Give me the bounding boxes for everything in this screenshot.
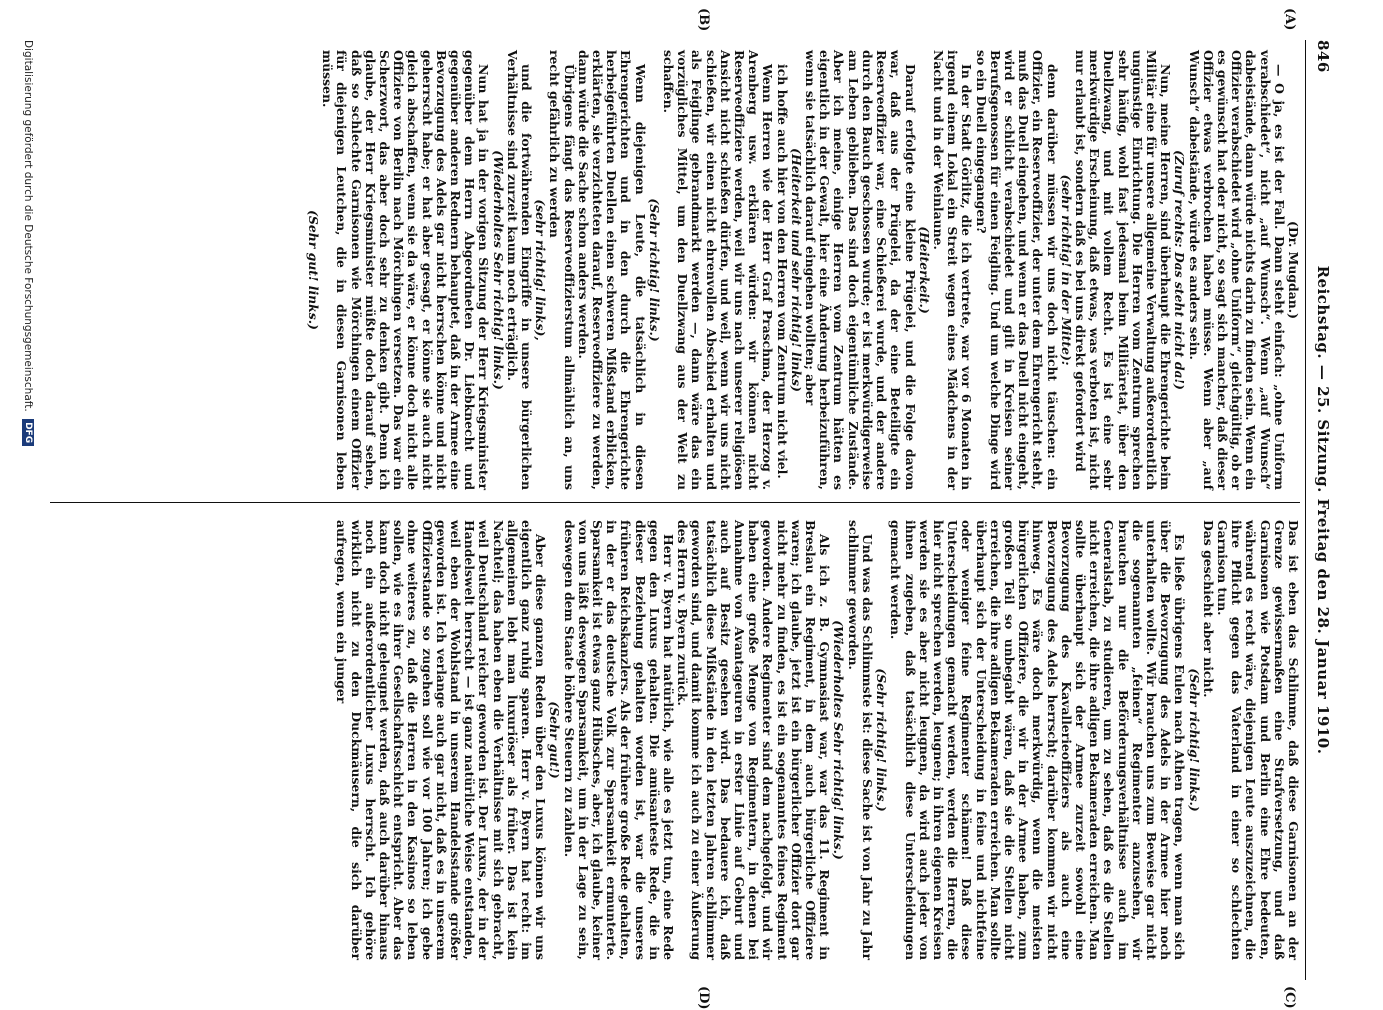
paragraph: Das geschieht aber nicht.	[1200, 520, 1216, 698]
page-title: Reichstag. — 25. Sitzung. Freitag den 28. Januar 1910.	[1314, 265, 1332, 755]
speaker-name: (Dr. Mugdan.)	[1286, 221, 1301, 319]
paragraph: Als ich z. B. Gymnasiast war, war das 11. Regiment in Breslau ein Regiment, in dem auch bürgerliche Offiziere waren; ich glaube, jetzt ist ein bürgerlicher Offizier dort gar nicht mehr zu finden, es ist ein sogenanntes feines Regiment geworden. Andere Regimenter sind dem nachgefolgt, und wir haben eine große Menge von Regimentern, in denen bei Annahme von Avantageuren in erster Linie auf Geburt und auch auf Besitz gesehen wird. Das bedauere ich, daß tatsächlich diese Mißstände in den letzten Jahren schlimmer geworden sind, und damit komme ich auch zu einer Äußerung des Herrn v. Byern zurück.	[675, 520, 833, 960]
stage-direction: (Sehr richtig! links.)	[874, 668, 890, 812]
paragraph: In der Stadt Görlitz, die ich vertrete, war vor 6 Monaten in irgend einem Lokal ein Streit wegen eines Mädchens in der Nacht und in der Weinlaune.	[930, 50, 975, 490]
paragraph: Aber diese ganzen Reden über den Luxus können wir uns eigentlich ganz ruhig sparen. Herr v. Byern hat recht: im allgemeinen lebt man luxuriöser als früher. Das ist kein Nachteil; das haben eben die Verhältnisse mit sich gebracht, weil Deutschland reicher geworden ist. Der Luxus, der in der Handelswelt herrscht — ist ganz natürliche Weise entstanden, weil eben der Wohlstand in unserem Handelsstande größer geworden ist. Ich verlange auch gar nicht, daß es in unserem Offizierstande so zugehen soll wie vor 100 Jahren; ich gebe ohne weiteres zu, daß die Herren in den Kasinos so leben sollen, wie es ihrer Gesellschaftsschicht entspricht. Aber das kann doch nicht geleugnet werden, daß auch darüber hinaus noch ein außerordentlicher Luxus herrscht. Ich gehöre wirklich nicht zu den Duckmäusern, die sich darüber aufregen, wenn ein junger	[334, 520, 549, 960]
stage-direction: (Sehr richtig! links.)	[1186, 668, 1202, 812]
margin-marker-c: (C)	[1282, 986, 1297, 1009]
paragraph: Das ist eben das Schlimme, daß diese Garnisonen an der Grenze gewissermaßen eine Strafversetzung, und daß Garnisonen wie Potsdam und Berlin eine Ehre bedeuten, während es recht wäre, diejenigen Leute auszuzeichnen, die ihre Pflicht gegen das Vaterland in einer so schlechten Garnison tun.	[1214, 520, 1301, 960]
paragraph: Wenn Herren wie der Herr Graf Praschma, der Herzog v. Arenberg usw. erklären würden: wir können nicht Reserveoffiziere werden, weil wir uns nach unserer religiösen Ansicht nicht schießen dürfen, und weil, wenn wir uns nicht schießen, wir einen nicht ehrenvollen Abschied erhalten und als Feiglinge gebrandmarkt werden —, dann wäre das ein vorzügliches Mittel, um den Duellzwang aus der Welt zu schaffen.	[661, 50, 776, 490]
paragraph: Nun hat ja in der vorigen Sitzung der Herr Kriegsminister gegenüber dem Herrn Abgeordneten Dr. Liebknecht und gegenüber anderen Rednern behauptet, daß in der Armee eine Bevorzugung des Adels gar nicht herrschen könne und nicht geherrscht habe; er hat aber gesagt, er könne sie auch nicht gleich abschaffen, wenn sie da wäre, er könne doch nicht alle Offiziere von Berlin nach Mörchingen versetzen. Das war ein Scherzwort, das aber doch sehr zu denken gibt. Denn ich glaube, der Herr Kriegsminister müßte doch darauf sehen, daß so schlechte Garnisonen wie Mörchingen einem Offizier für diejenigen Leutchen, die in diesen Garnisonen leben müssen.	[320, 50, 492, 490]
paragraph: Herr v. Byern hat natürlich, wie alle es jetzt tun, eine Rede gegen den Luxus gehalten. Die amüsanteste Rede, die in dieser Beziehung gehalten worden ist, war die unseres früheren Reichskanzlers. Als der frühere große Rede gehalten, in der er das deutsche Volk zur Sparsamkeit ermunterte. Sparsamkeit ist etwas ganz Hübsches, aber, ich glaube, keiner von uns läßt deswegen Sparsamkeit, um in der Lage zu sein, deswegen dem Staate höhere Steuern zu zahlen.	[561, 520, 677, 960]
page-number: 846	[1314, 40, 1332, 73]
paragraph: Es ließe übrigens Eulen nach Athen tragen, wenn man sich über die Bevorzugung des Adels in der Armee hier noch unterhalten wollte. Wir brauchen uns zum Beweise gar nicht die sogenannten „feinen“ Regimenter anzusehen, wir brauchen nur die Beförderungsverhältnisse auch im Generalstab, zu studieren, um zu sehen, daß es die Stellen nicht erreichen, die ihre adligen Bekameraden erreichen. Man sollte überhaupt sich der Armee zurzeit sowohl eine Bevorzugung des Kavallerieoffiziers als auch eine Bevorzugung des Adels herrscht; darüber kommen wir nicht hinweg. Es wäre doch merkwürdig, wenn die meisten bürgerlichen Offiziere, die wir in der Armee haben, zum großen Teil so unbegabt wären, daß sie die Stellen nicht erreichen, die ihre adligen Bekameraden erreichen. Man sollte überhaupt sich der Unterscheidung in feine und nichtfeine oder weniger feine Regimenter schämen! Daß diese Unterscheidungen gemacht werden, werden die Herren, die hier nicht sprechen werden, leugnen; in ihren eigenen Kreisen werden sie es aber nicht leugnen, da wird auch jeder von ihnen zugeben, daß tatsächlich diese Unterscheidungen gemacht werden.	[888, 520, 1188, 960]
paragraph: Darauf erfolgte eine kleine Prügelei, und die Folge davon war, daß aus der Prügelei, da der eine Beteiligte ein Reserveoffizier war, eine Schießerei wurde, und der andere durch den Bauch geschossen wurde; er ist merkwürdigerweise am Leben geblieben. Das sind doch eigentümliche Zustände. Aber ich meine, einige Herren vom Zentrum hätten es eigentlich in der Gewalt, hier eine Änderung herbeizuführen, wenn sie tatsächlich darauf eingehen wollten; aber	[803, 50, 918, 490]
stage-direction: (Sehr gut!)	[547, 701, 563, 779]
stage-direction: (Heiterkeit.)	[916, 226, 932, 314]
margin-marker-d: (D)	[696, 986, 711, 1010]
paragraph: Nun, meine Herren, sind überhaupt die Ehrengerichte beim Militär eine für unsere allgemeine Verwaltung außerordentlich ungünstige Einrichtung. Die Herren vom Zentrum sprechen sehr häufig, wohl fast jedesmal beim Militäretat, über den Duellzwang, und mit vollem Recht. Es ist eine sehr merkwürdige Erscheinung, daß etwas, was verboten ist, nicht nur erlaubt ist, sondern daß es bei uns direkt gefordert wird	[1072, 50, 1174, 490]
stage-direction: (sehr richtig! in der Mitte):	[1058, 174, 1074, 366]
stage-direction: (Wiederholtes Sehr richtig! links.)	[490, 150, 506, 390]
footer-text: Digitalisierung gefördert durch die Deutsche Forschungsgemeinschaft.	[22, 40, 34, 412]
paragraph: — O ja, es ist der Fall. Dann steht einfach: „ohne Uniform verabschiedet“, nicht „auf Wunsch“. Wenn „auf Wunsch“ dabeistände, dann würde nichts darin zu finden sein. Wenn ein Offizier verabschiedet wird „ohne Uniform“, gleichgültig, ob er es gewünscht hat oder nicht, so sagt sich mancher, daß dieser Offizier etwas verbrochen haben müsse. Wenn aber „auf Wunsch“ dabeistände, würde es anders sein.	[1186, 50, 1287, 490]
right-column	[334, 520, 1300, 960]
stage-direction: (Sehr richtig! links.)	[646, 198, 662, 342]
paragraph: Übrigens fängt das Reserveoffizierstum allmählich an, uns recht gefährlich zu werden	[547, 50, 577, 490]
paragraph: Und was das Schlimmste ist: diese Sache ist von Jahr zu Jahr schlimmer geworden.	[845, 520, 875, 960]
stage-direction: (sehr richtig! links),	[533, 199, 549, 341]
paragraph: ich hoffe auch hier von den Herren vom Zentrum nicht viel.	[774, 64, 790, 479]
column-divider	[50, 502, 1300, 503]
dfg-logo: DFG	[22, 419, 34, 446]
document-page	[10, 8, 1332, 1010]
header-rule	[1305, 40, 1306, 980]
left-column	[306, 50, 1300, 490]
stage-direction: (Zuruf rechts: Das steht nicht da!)	[1172, 150, 1188, 390]
page-header	[1308, 40, 1330, 980]
stage-direction: (Wiederholtes Sehr richtig! links.)	[831, 620, 847, 860]
margin-marker-a: (A)	[1282, 8, 1297, 31]
paragraph: Wenn diejenigen Leute, die tatsächlich in diesen Ehrengerichten und in den durch die Ehrengerichte herbeigeführten Duellen einen schweren Mißstand erblicken, erklärten, sie verzichteten darauf, Reserveoffiziere zu werden, dann würde die Sache schon anders werden.	[575, 50, 648, 490]
stage-direction: (Heiterkeit und sehr richtig! links)	[788, 148, 804, 392]
stage-direction: (Sehr gut! links.)	[305, 210, 321, 330]
paragraph: denn darüber müssen wir uns doch nicht täuschen: ein Offizier, ein Reserveoffizier, der unter dem Ehrengericht steht, muß das Duell eingehen, und wenn er das Duell nicht eingeht, wird er schlicht verabschiedet und gilt in Kreisen seiner Berufsgenossen für einen Feigling. Und um welche Dinge wird so ein Duell eingegangen?	[973, 50, 1060, 490]
paragraph: und die fortwährenden Eingriffe in unsere bürgerlichen Verhältnisse sind zurzeit kaum noch erträglich.	[504, 50, 535, 490]
margin-marker-b: (B)	[696, 8, 711, 32]
digitization-footer	[22, 40, 34, 980]
